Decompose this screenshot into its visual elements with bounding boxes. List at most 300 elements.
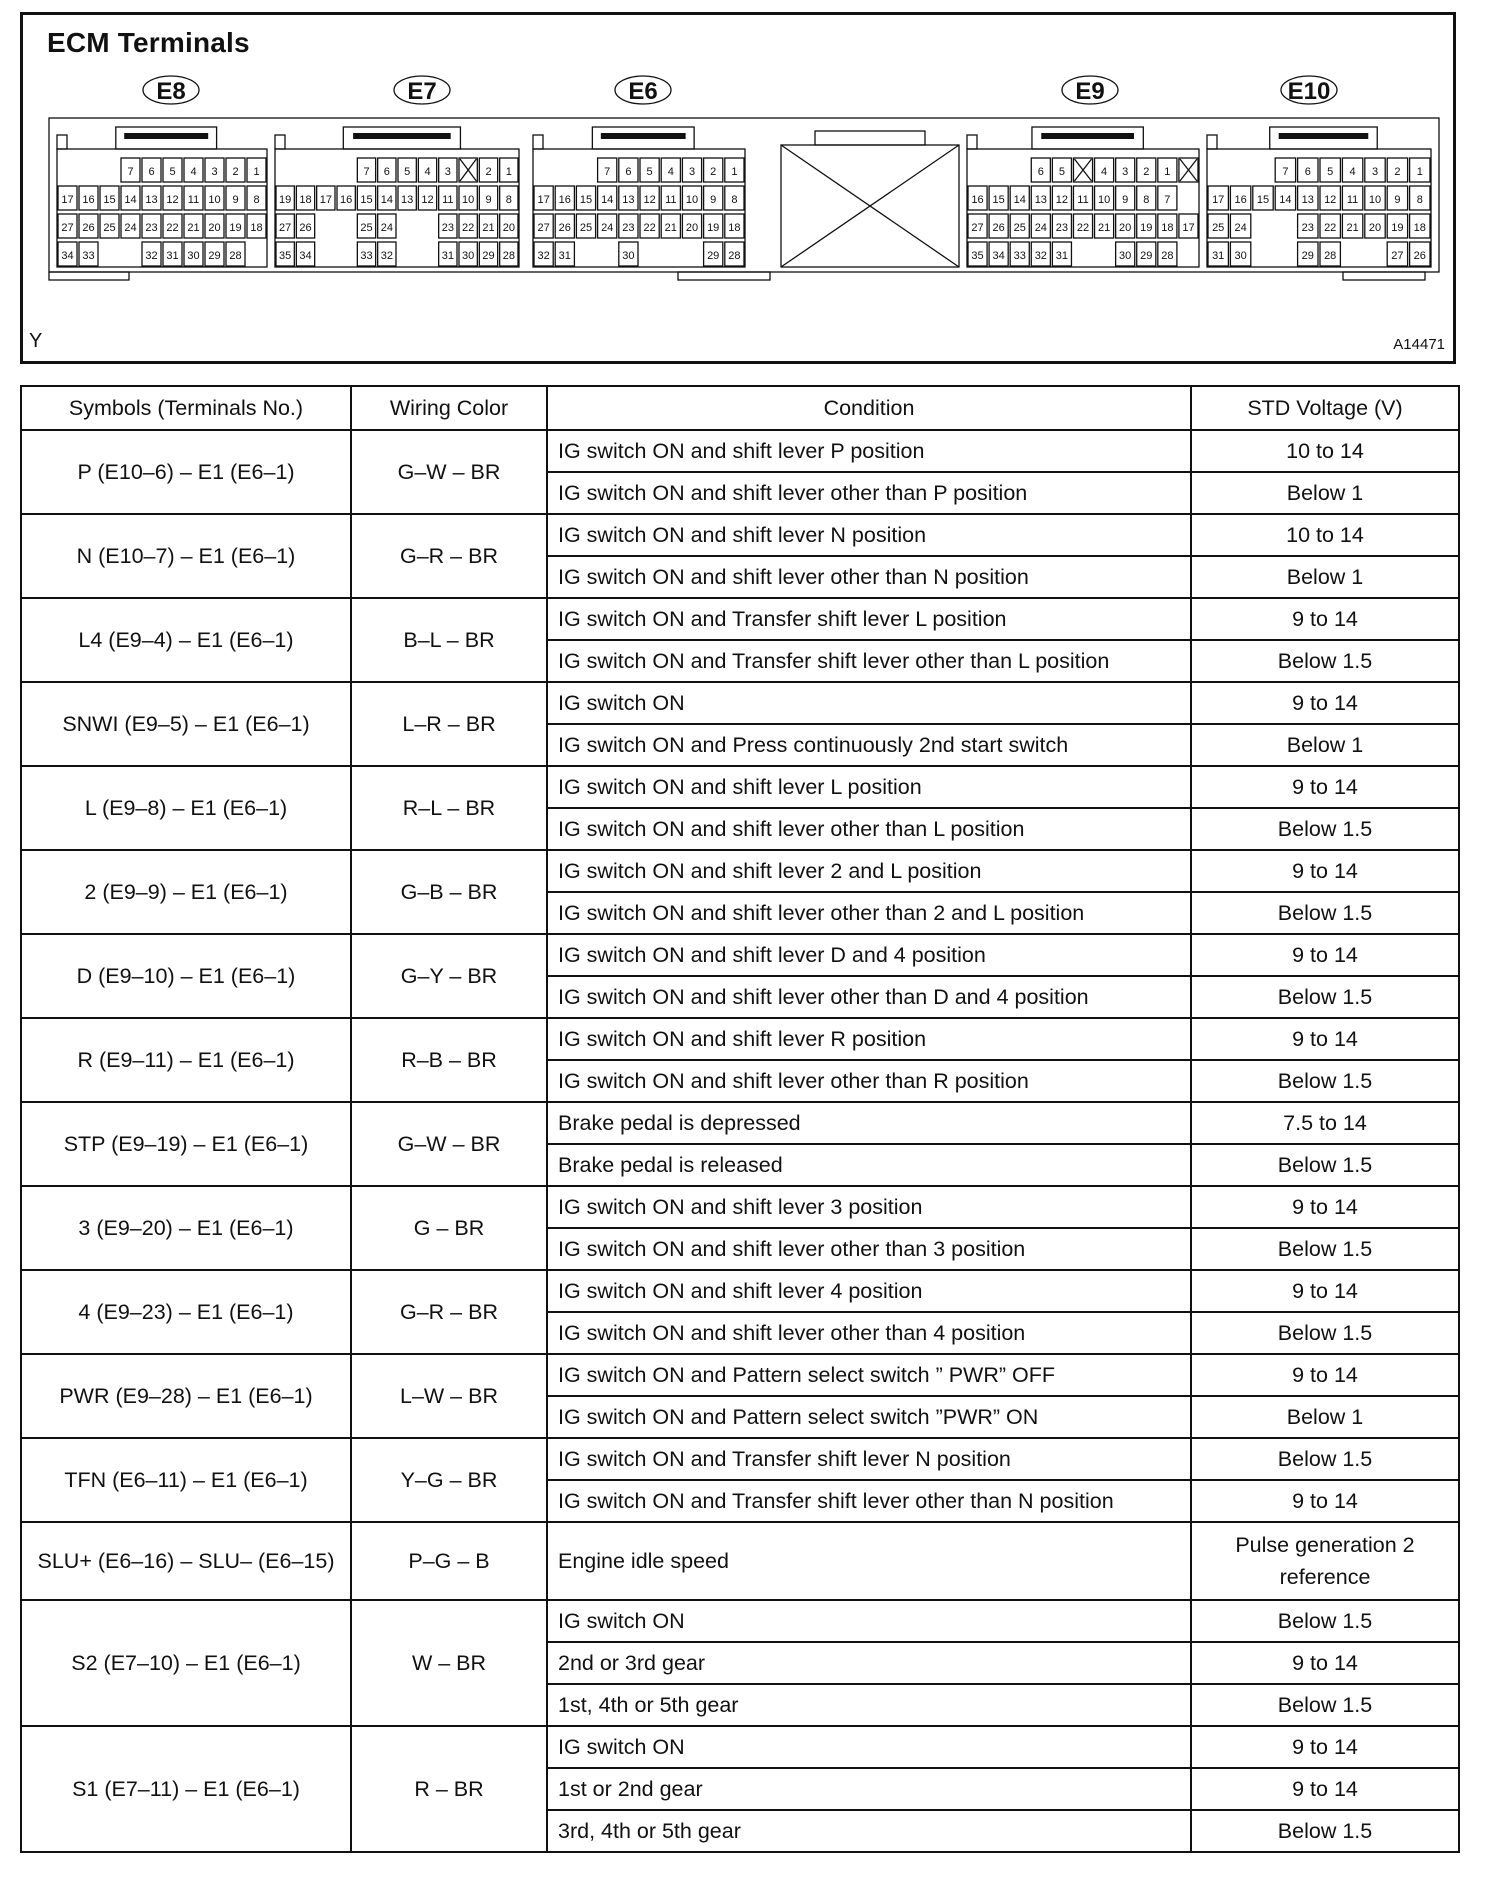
terminal-number: 1	[505, 166, 512, 178]
condition: IG switch ON and Pattern select switch ” PWR” OFF	[547, 1354, 1191, 1396]
terminal-number: 20	[1368, 222, 1382, 234]
terminal-number: 10	[685, 194, 699, 206]
terminal-symbol: R (E9–11) – E1 (E6–1)	[21, 1018, 351, 1102]
connector-key-slot	[1279, 133, 1369, 139]
terminal-number: 1	[1416, 166, 1423, 178]
terminal-number: 17	[319, 194, 332, 206]
terminal-number: 11	[1077, 194, 1089, 206]
terminal-number: 9	[1122, 194, 1129, 206]
condition: 2nd or 3rd gear	[547, 1642, 1191, 1684]
terminal-number: 21	[482, 222, 495, 234]
std-voltage: Below 1.5	[1191, 640, 1459, 682]
std-voltage: 10 to 14	[1191, 514, 1459, 556]
terminal-number: 30	[1119, 250, 1132, 262]
housing-tab	[1343, 272, 1425, 280]
terminal-number: 4	[1101, 166, 1108, 178]
terminal-number: 2	[232, 166, 239, 178]
terminal-number: 25	[1212, 222, 1225, 234]
terminal-number: 6	[1304, 166, 1311, 178]
terminal-number: 28	[1161, 250, 1174, 262]
terminal-number: 7	[604, 166, 611, 178]
std-voltage: Below 1.5	[1191, 1600, 1459, 1642]
terminal-number: 8	[1143, 194, 1150, 206]
terminal-number: 18	[1413, 222, 1426, 234]
table-row	[21, 430, 1459, 472]
connector-latch	[533, 135, 543, 149]
connector-latch	[275, 135, 285, 149]
terminal-number: 13	[401, 194, 414, 206]
terminal-number: 9	[485, 194, 492, 206]
table-row	[21, 1186, 1459, 1228]
terminal-number: 23	[1055, 222, 1069, 234]
terminal-number: 4	[190, 166, 197, 178]
terminal-number: 29	[1301, 250, 1314, 262]
terminal-number: 23	[622, 222, 635, 234]
terminal-number: 7	[127, 166, 134, 178]
terminal-number: 24	[1234, 222, 1247, 234]
condition: IG switch ON and shift lever N position	[547, 514, 1191, 556]
terminal-number: 8	[731, 194, 738, 206]
table-row	[21, 682, 1459, 724]
table-row	[21, 1102, 1459, 1144]
terminal-symbol: L4 (E9–4) – E1 (E6–1)	[21, 598, 351, 682]
wiring-color: G – BR	[351, 1186, 547, 1270]
terminal-number: 13	[145, 194, 158, 206]
terminal-number: 22	[166, 222, 179, 234]
terminal-number: 9	[232, 194, 239, 206]
terminal-number: 28	[1324, 250, 1337, 262]
condition: IG switch ON and shift lever other than 2 and L position	[547, 892, 1191, 934]
connector-latch	[57, 135, 67, 149]
header-symbols: Symbols (Terminals No.)	[21, 386, 351, 430]
terminal-number: 17	[1182, 222, 1195, 234]
connector-key-slot	[601, 133, 686, 139]
std-voltage: 9 to 14	[1191, 934, 1459, 976]
terminal-symbol: 4 (E9–23) – E1 (E6–1)	[21, 1270, 351, 1354]
terminal-number: 20	[685, 222, 699, 234]
condition: IG switch ON and Transfer shift lever other than N position	[547, 1480, 1191, 1522]
terminal-number: 22	[1076, 222, 1090, 234]
wiring-color: W – BR	[351, 1600, 547, 1726]
terminal-number: 19	[1140, 222, 1153, 234]
terminal-symbol: SNWI (E9–5) – E1 (E6–1)	[21, 682, 351, 766]
terminal-number: 18	[250, 222, 263, 234]
wiring-color: Y–G – BR	[351, 1438, 547, 1522]
terminal-table	[20, 385, 1460, 1853]
terminal-number: 26	[1413, 250, 1426, 262]
std-voltage: 9 to 14	[1191, 1186, 1459, 1228]
terminal-number: 4	[667, 166, 674, 178]
terminal-number: 15	[103, 194, 116, 206]
std-voltage: Below 1.5	[1191, 1438, 1459, 1480]
terminal-number: 25	[1013, 222, 1026, 234]
terminal-number: 21	[1097, 222, 1111, 234]
terminal-number: 19	[707, 222, 720, 234]
condition: Brake pedal is depressed	[547, 1102, 1191, 1144]
terminal-number: 8	[1416, 194, 1423, 206]
terminal-number: 25	[103, 222, 116, 234]
terminal-number: 24	[601, 222, 614, 234]
terminal-number: 29	[482, 250, 495, 262]
std-voltage: 10 to 14	[1191, 430, 1459, 472]
terminal-number: 6	[383, 166, 390, 178]
terminal-number: 13	[1301, 194, 1314, 206]
terminal-number: 32	[537, 250, 550, 262]
terminal-number: 3	[444, 166, 451, 178]
wiring-color: G–W – BR	[351, 1102, 547, 1186]
terminal-number: 15	[579, 194, 593, 206]
condition: IG switch ON and Transfer shift lever L position	[547, 598, 1191, 640]
header-condition: Condition	[547, 386, 1191, 430]
condition: IG switch ON and Transfer shift lever other than L position	[547, 640, 1191, 682]
terminal-number: 2	[710, 166, 717, 178]
terminal-number: 22	[643, 222, 656, 234]
wiring-color: B–L – BR	[351, 598, 547, 682]
terminal-number: 28	[728, 250, 741, 262]
terminal-number: 23	[441, 222, 454, 234]
terminal-number: 6	[625, 166, 632, 178]
std-voltage: 9 to 14	[1191, 598, 1459, 640]
std-voltage: 9 to 14	[1191, 1726, 1459, 1768]
terminal-number: 14	[1013, 194, 1026, 206]
condition: IG switch ON and shift lever other than 4 position	[547, 1312, 1191, 1354]
terminal-number: 30	[1234, 250, 1247, 262]
header-wiring-color: Wiring Color	[351, 386, 547, 430]
terminal-number: 11	[1346, 194, 1359, 206]
condition: IG switch ON and shift lever 3 position	[547, 1186, 1191, 1228]
connector-label: E7	[407, 78, 437, 105]
terminal-number: 31	[1212, 250, 1225, 262]
terminal-number: 15	[1256, 194, 1270, 206]
wiring-color: G–R – BR	[351, 1270, 547, 1354]
connector-label: E8	[156, 78, 186, 105]
terminal-number: 12	[166, 194, 179, 206]
terminal-symbol: SLU+ (E6–16) – SLU– (E6–15)	[21, 1522, 351, 1600]
terminal-number: 3	[1371, 166, 1379, 178]
std-voltage: Below 1.5	[1191, 1144, 1459, 1186]
wiring-color: R–B – BR	[351, 1018, 547, 1102]
condition: IG switch ON and shift lever D and 4 position	[547, 934, 1191, 976]
terminal-number: 15	[992, 194, 1005, 206]
std-voltage: 7.5 to 14	[1191, 1102, 1459, 1144]
condition: IG switch ON and shift lever other than L position	[547, 808, 1191, 850]
std-voltage: Below 1	[1191, 556, 1459, 598]
terminal-number: 23	[1301, 222, 1314, 234]
header-std-voltage: STD Voltage (V)	[1191, 386, 1459, 430]
terminal-number: 4	[1349, 166, 1356, 178]
terminal-number: 12	[421, 194, 434, 206]
terminal-number: 35	[279, 250, 292, 262]
condition: IG switch ON and shift lever other than D and 4 position	[547, 976, 1191, 1018]
condition: IG switch ON and shift lever 4 position	[547, 1270, 1191, 1312]
condition: 3rd, 4th or 5th gear	[547, 1810, 1191, 1852]
terminal-number: 19	[1391, 222, 1404, 234]
terminal-number: 11	[187, 194, 200, 206]
table-header-row	[21, 386, 1459, 430]
terminal-number: 6	[1037, 166, 1044, 178]
terminal-number: 17	[1212, 194, 1225, 206]
std-voltage: Below 1.5	[1191, 1312, 1459, 1354]
terminal-number: 20	[208, 222, 221, 234]
condition: 1st or 2nd gear	[547, 1768, 1191, 1810]
terminal-number: 13	[622, 194, 635, 206]
terminal-number: 17	[61, 194, 74, 206]
terminal-number: 29	[1140, 250, 1153, 262]
terminal-number: 32	[145, 250, 158, 262]
terminal-number: 33	[360, 250, 373, 262]
terminal-number: 21	[664, 222, 677, 234]
terminal-number: 16	[558, 194, 571, 206]
connector-latch	[967, 135, 977, 149]
terminal-number: 8	[505, 194, 512, 206]
blank-cavity-key	[815, 131, 925, 145]
terminal-number: 22	[462, 222, 475, 234]
housing-tab	[49, 272, 129, 280]
table-row	[21, 1522, 1459, 1600]
figure-id: A14471	[1393, 336, 1445, 353]
terminal-number: 31	[1055, 250, 1069, 262]
terminal-symbol: 2 (E9–9) – E1 (E6–1)	[21, 850, 351, 934]
terminal-number: 10	[208, 194, 221, 206]
terminal-number: 20	[502, 222, 515, 234]
terminal-number: 18	[728, 222, 741, 234]
terminal-number: 22	[1324, 222, 1337, 234]
terminal-number: 7	[1282, 166, 1289, 178]
terminal-number: 35	[971, 250, 984, 262]
condition: IG switch ON and shift lever other than R position	[547, 1060, 1191, 1102]
std-voltage: Below 1	[1191, 472, 1459, 514]
condition: IG switch ON and shift lever 2 and L position	[547, 850, 1191, 892]
std-voltage: Below 1	[1191, 724, 1459, 766]
wiring-color: G–W – BR	[351, 430, 547, 514]
terminal-number: 21	[1346, 222, 1359, 234]
wiring-color: G–B – BR	[351, 850, 547, 934]
table-row	[21, 1354, 1459, 1396]
terminal-number: 21	[187, 222, 200, 234]
terminal-number: 33	[1013, 250, 1026, 262]
table-row	[21, 1726, 1459, 1768]
terminal-symbol: D (E9–10) – E1 (E6–1)	[21, 934, 351, 1018]
terminal-symbol: S1 (E7–11) – E1 (E6–1)	[21, 1726, 351, 1852]
terminal-number: 3	[211, 166, 218, 178]
condition: IG switch ON and shift lever L position	[547, 766, 1191, 808]
terminal-number: 12	[643, 194, 656, 206]
terminal-number: 30	[187, 250, 200, 262]
std-voltage: 9 to 14	[1191, 1642, 1459, 1684]
terminal-number: 32	[380, 250, 393, 262]
terminal-symbol: P (E10–6) – E1 (E6–1)	[21, 430, 351, 514]
condition: IG switch ON and shift lever P position	[547, 430, 1191, 472]
condition: 1st, 4th or 5th gear	[547, 1684, 1191, 1726]
terminal-number: 10	[1097, 194, 1111, 206]
ecm-terminals-diagram	[20, 12, 1456, 364]
terminal-number: 7	[1164, 194, 1171, 206]
terminal-number: 24	[380, 222, 393, 234]
condition: IG switch ON and Pattern select switch ”PWR” ON	[547, 1396, 1191, 1438]
terminal-number: 30	[462, 250, 475, 262]
std-voltage: Pulse generation 2 reference	[1191, 1522, 1459, 1600]
terminal-number: 8	[253, 194, 260, 206]
terminal-number: 29	[208, 250, 221, 262]
connector-label: E10	[1287, 78, 1331, 105]
table-row	[21, 1600, 1459, 1642]
condition: IG switch ON and Press continuously 2nd start switch	[547, 724, 1191, 766]
table-body	[21, 430, 1459, 1852]
std-voltage: Below 1.5	[1191, 892, 1459, 934]
terminal-number: 12	[1324, 194, 1337, 206]
connector-label: E6	[628, 78, 658, 105]
terminal-number: 32	[1034, 250, 1047, 262]
terminal-number: 34	[992, 250, 1005, 262]
std-voltage: 9 to 14	[1191, 1480, 1459, 1522]
condition: IG switch ON and shift lever other than 3 position	[547, 1228, 1191, 1270]
terminal-number: 20	[1119, 222, 1132, 234]
terminal-number: 26	[992, 222, 1005, 234]
terminal-number: 5	[1058, 166, 1065, 178]
terminal-number: 5	[646, 166, 653, 178]
std-voltage: Below 1.5	[1191, 1060, 1459, 1102]
terminal-number: 26	[558, 222, 571, 234]
housing-tab	[678, 272, 770, 280]
connector-key-slot	[124, 133, 208, 139]
terminal-symbol: PWR (E9–28) – E1 (E6–1)	[21, 1354, 351, 1438]
condition: Brake pedal is released	[547, 1144, 1191, 1186]
terminal-number: 27	[537, 222, 550, 234]
terminal-symbol: L (E9–8) – E1 (E6–1)	[21, 766, 351, 850]
terminal-number: 27	[971, 222, 984, 234]
terminal-number: 27	[1391, 250, 1404, 262]
terminal-number: 3	[1122, 166, 1129, 178]
terminal-number: 1	[1164, 166, 1171, 178]
terminal-number: 27	[279, 222, 292, 234]
terminal-number: 1	[253, 166, 260, 178]
terminal-number: 10	[462, 194, 475, 206]
wiring-color: G–R – BR	[351, 514, 547, 598]
terminal-symbol: STP (E9–19) – E1 (E6–1)	[21, 1102, 351, 1186]
diagram-title: ECM Terminals	[47, 27, 250, 58]
terminal-number: 16	[82, 194, 95, 206]
connector-latch	[1207, 135, 1217, 149]
terminal-number: 10	[1368, 194, 1382, 206]
terminal-number: 30	[622, 250, 635, 262]
terminal-number: 11	[665, 194, 677, 206]
table-row	[21, 766, 1459, 808]
terminal-number: 12	[1055, 194, 1069, 206]
wiring-color: L–R – BR	[351, 682, 547, 766]
terminal-symbol: S2 (E7–10) – E1 (E6–1)	[21, 1600, 351, 1726]
std-voltage: 9 to 14	[1191, 1270, 1459, 1312]
terminal-number: 5	[404, 166, 411, 178]
condition: IG switch ON	[547, 682, 1191, 724]
terminal-number: 26	[299, 222, 312, 234]
terminal-number: 3	[688, 166, 696, 178]
std-voltage: Below 1.5	[1191, 1810, 1459, 1852]
connector-key-slot	[353, 133, 451, 139]
terminal-number: 5	[169, 166, 176, 178]
terminal-number: 2	[485, 166, 492, 178]
corner-label: Y	[29, 330, 43, 352]
std-voltage: 9 to 14	[1191, 1018, 1459, 1060]
terminal-symbol: TFN (E6–11) – E1 (E6–1)	[21, 1438, 351, 1522]
terminal-number: 14	[124, 194, 137, 206]
terminal-number: 14	[380, 194, 393, 206]
terminal-number: 34	[61, 250, 74, 262]
terminal-number: 13	[1034, 194, 1047, 206]
std-voltage: Below 1.5	[1191, 808, 1459, 850]
condition: IG switch ON and shift lever other than P position	[547, 472, 1191, 514]
terminal-number: 9	[710, 194, 717, 206]
terminal-number: 33	[82, 250, 95, 262]
terminal-number: 27	[61, 222, 74, 234]
connector-key-slot	[1041, 133, 1134, 139]
terminal-number: 24	[1034, 222, 1047, 234]
std-voltage: Below 1.5	[1191, 1228, 1459, 1270]
condition: IG switch ON and Transfer shift lever N position	[547, 1438, 1191, 1480]
std-voltage: Below 1.5	[1191, 976, 1459, 1018]
terminal-number: 16	[1234, 194, 1247, 206]
terminal-number: 9	[1394, 194, 1401, 206]
terminal-number: 24	[124, 222, 137, 234]
terminal-number: 28	[502, 250, 515, 262]
std-voltage: Below 1	[1191, 1396, 1459, 1438]
terminal-number: 23	[145, 222, 158, 234]
std-voltage: 9 to 14	[1191, 766, 1459, 808]
connector-diagram	[23, 15, 1453, 361]
terminal-symbol: N (E10–7) – E1 (E6–1)	[21, 514, 351, 598]
terminal-number: 7	[363, 166, 370, 178]
connector-label: E9	[1075, 78, 1105, 105]
wiring-color: R–L – BR	[351, 766, 547, 850]
terminal-number: 5	[1327, 166, 1334, 178]
table-row	[21, 514, 1459, 556]
terminal-number: 14	[1279, 194, 1292, 206]
terminal-number: 28	[229, 250, 242, 262]
condition: IG switch ON	[547, 1600, 1191, 1642]
terminal-symbol: 3 (E9–20) – E1 (E6–1)	[21, 1186, 351, 1270]
wiring-color: P–G – B	[351, 1522, 547, 1600]
wiring-color: R – BR	[351, 1726, 547, 1852]
terminal-number: 11	[442, 194, 454, 206]
table-row	[21, 850, 1459, 892]
std-voltage: Below 1.5	[1191, 1684, 1459, 1726]
terminal-number: 6	[148, 166, 155, 178]
terminal-number: 19	[229, 222, 242, 234]
terminal-number: 14	[601, 194, 614, 206]
terminal-number: 25	[360, 222, 373, 234]
condition: Engine idle speed	[547, 1522, 1191, 1600]
std-voltage: 9 to 14	[1191, 850, 1459, 892]
terminal-number: 2	[1143, 166, 1150, 178]
terminal-number: 15	[360, 194, 373, 206]
table-row	[21, 1018, 1459, 1060]
terminal-number: 4	[424, 166, 431, 178]
terminal-number: 18	[1161, 222, 1174, 234]
terminal-number: 19	[279, 194, 292, 206]
condition: IG switch ON and shift lever R position	[547, 1018, 1191, 1060]
condition: IG switch ON and shift lever other than N position	[547, 556, 1191, 598]
wiring-color: L–W – BR	[351, 1354, 547, 1438]
table-row	[21, 934, 1459, 976]
terminal-number: 34	[299, 250, 312, 262]
terminal-number: 31	[558, 250, 571, 262]
terminal-number: 18	[299, 194, 312, 206]
terminal-number: 17	[537, 194, 550, 206]
terminal-number: 2	[1394, 166, 1401, 178]
table-row	[21, 1438, 1459, 1480]
terminal-number: 16	[971, 194, 984, 206]
terminal-number: 25	[579, 222, 593, 234]
terminal-number: 31	[166, 250, 179, 262]
